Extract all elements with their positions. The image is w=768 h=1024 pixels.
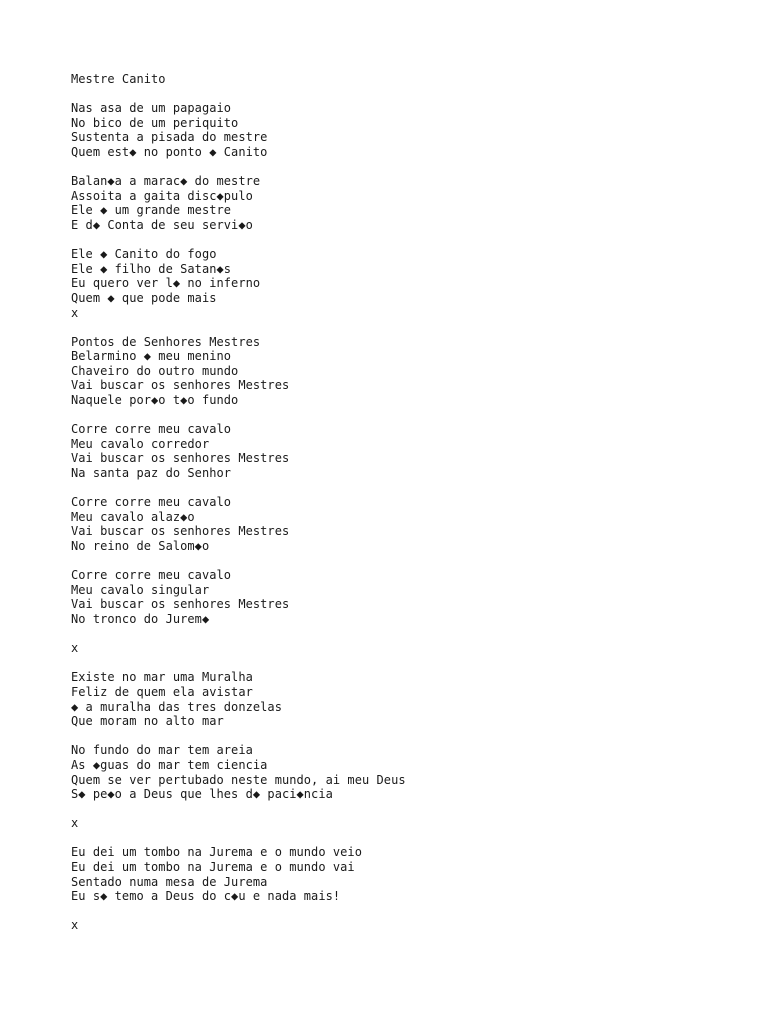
text-line: Na santa paz do Senhor bbox=[71, 466, 232, 481]
text-line: Mestre Canito bbox=[71, 72, 166, 86]
text-line: Quem est◆ no ponto ◆ Canito bbox=[71, 144, 268, 159]
text-line: Vai buscar os senhores Mestres bbox=[71, 597, 290, 612]
text-line: Ele ◆ filho de Satan◆s bbox=[71, 261, 232, 276]
text-line: Ele ◆ um grande mestre bbox=[71, 203, 232, 218]
text-line: S◆ pe◆o a Deus que lhes d◆ paci◆ncia bbox=[71, 787, 333, 802]
text-line: Eu quero ver l◆ no inferno bbox=[71, 276, 261, 291]
text-line: Meu cavalo corredor bbox=[71, 436, 210, 451]
text-line: Corre corre meu cavalo bbox=[71, 568, 232, 583]
text-line: Existe no mar uma Muralha bbox=[71, 670, 253, 685]
text-line: Meu cavalo singular bbox=[71, 582, 210, 597]
text-line: ◆ a muralha das tres donzelas bbox=[71, 699, 282, 714]
text-line: Vai buscar os senhores Mestres bbox=[71, 378, 290, 393]
blank-line bbox=[71, 87, 751, 102]
text-line: Corre corre meu cavalo bbox=[71, 422, 232, 437]
text-line: As ◆guas do mar tem ciencia bbox=[71, 757, 268, 772]
text-line: No reino de Salom◆o bbox=[71, 539, 210, 553]
blank-line bbox=[71, 656, 751, 671]
blank-line bbox=[71, 160, 751, 175]
text-line: Ele ◆ Canito do fogo bbox=[71, 247, 217, 262]
text-line: Eu s◆ temo a Deus do c◆u e nada mais! bbox=[71, 889, 341, 904]
text-line: Nas asa de um papagaio bbox=[71, 101, 232, 116]
section-separator: x bbox=[71, 918, 79, 933]
blank-line bbox=[71, 481, 751, 496]
text-line: Eu dei um tombo na Jurema e o mundo veio bbox=[71, 845, 362, 860]
text-line: Quem se ver pertubado neste mundo, ai meu Deus bbox=[71, 772, 406, 787]
text-line: Pontos de Senhores Mestres bbox=[71, 334, 261, 349]
blank-line bbox=[71, 802, 751, 817]
text-line: Vai buscar os senhores Mestres bbox=[71, 451, 290, 466]
text-line: Chaveiro do outro mundo bbox=[71, 363, 239, 378]
text-line: Corre corre meu cavalo bbox=[71, 495, 232, 510]
blank-line bbox=[71, 904, 751, 919]
text-line: Meu cavalo alaz◆o bbox=[71, 509, 195, 524]
text-line: Sustenta a pisada do mestre bbox=[71, 130, 268, 145]
text-line: Belarmino ◆ meu menino bbox=[71, 349, 232, 364]
text-line: Sentado numa mesa de Jurema bbox=[71, 874, 268, 889]
text-line: Quem ◆ que pode mais bbox=[71, 290, 217, 305]
blank-line bbox=[71, 320, 751, 335]
blank-line bbox=[71, 233, 751, 248]
text-line: No tronco do Jurem◆ bbox=[71, 611, 210, 626]
blank-line bbox=[71, 729, 751, 744]
blank-line bbox=[71, 554, 751, 569]
blank-line bbox=[71, 831, 751, 846]
document-page bbox=[71, 72, 751, 933]
section-separator: x bbox=[71, 816, 79, 831]
text-line: E d◆ Conta de seu servi◆o bbox=[71, 217, 253, 232]
text-line: No fundo do mar tem areia bbox=[71, 743, 253, 758]
section-separator: x bbox=[71, 305, 79, 320]
text-line: No bico de um periquito bbox=[71, 115, 239, 130]
section-separator: x bbox=[71, 641, 79, 656]
blank-line bbox=[71, 627, 751, 642]
text-line: Vai buscar os senhores Mestres bbox=[71, 524, 290, 539]
text-line: Naquele por◆o t◆o fundo bbox=[71, 393, 239, 408]
blank-line bbox=[71, 408, 751, 423]
text-line: Que moram no alto mar bbox=[71, 714, 224, 729]
text-line: Eu dei um tombo na Jurema e o mundo vai bbox=[71, 860, 355, 875]
text-line: Balan◆a a marac◆ do mestre bbox=[71, 174, 261, 189]
text-line: Feliz de quem ela avistar bbox=[71, 684, 253, 699]
text-line: Assoita a gaita disc◆pulo bbox=[71, 188, 253, 203]
